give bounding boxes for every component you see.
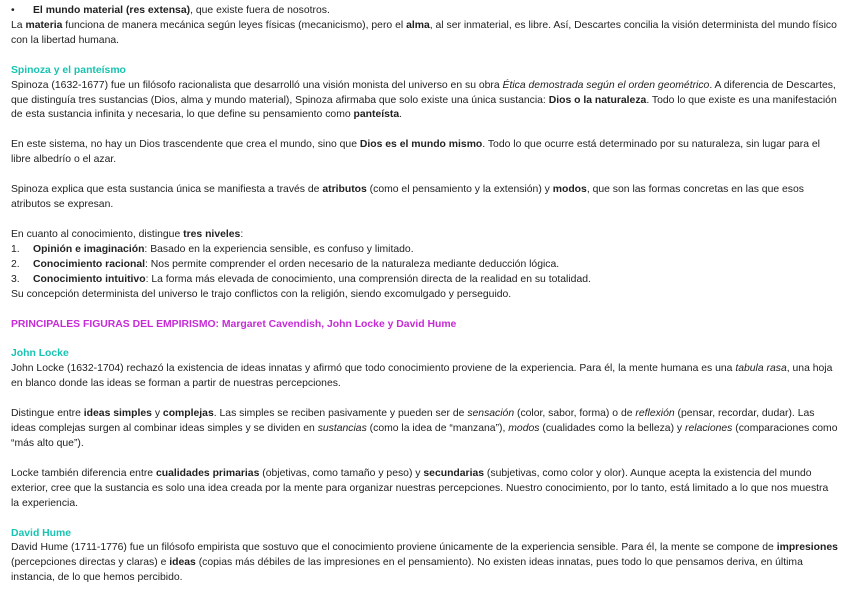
paragraph: En este sistema, no hay un Dios trascendente que crea el mundo, sino que Dios es el mundo mismo. Todo lo que ocurre está determinado por su naturaleza, sin lugar para el libre albedrío o el azar.	[11, 139, 820, 166]
paragraph: Spinoza (1632-1677) fue un filósofo racionalista que desarrolló una visión monista del universo en su obra Ética demostrada según el orden geométrico. A diferencia de Descartes, que distinguía tres sustancias (Dios, alma y mundo material), Spinoza afirmaba que solo existe una única sustancia: Dios o la naturaleza. Todo lo que existe es una manifestación de esta sustancia infinita y necesaria, lo que define su pensamiento como panteísta.	[11, 79, 837, 121]
list-number: 2.	[11, 258, 20, 270]
paragraph: Locke también diferencia entre cualidades primarias (objetivas, como tamaño y peso) y secundarias (subjetivas, como color y olor). Aunque acepta la existencia del mundo exterior, cree que la sustancia es solo una idea creada por la mente para organizar nuestras percepciones. Nuestro conocimiento, por lo tanto, está limitado a lo que nos muestra la experiencia.	[11, 467, 829, 509]
paragraph: Distingue entre ideas simples y complejas. Las simples se reciben pasivamente y pueden ser de sensación (color, sabor, forma) o de reflexión (pensar, recordar, dudar). Las ideas complejas surgen al combinar ideas simples y se dividen en sustancias (como la idea de “manzana”), modos (cualidades como la belleza) y relaciones (comparaciones como “más alto que”).	[11, 408, 838, 449]
paragraph: En cuanto al conocimiento, distingue tres niveles:	[11, 228, 244, 240]
list-item	[11, 4, 838, 19]
paragraph: La materia funciona de manera mecánica según leyes físicas (mecanicismo), pero el alma, al ser inmaterial, es libre. Así, Descartes concilia la visión determinista del mundo físico con la libertad humana.	[11, 19, 837, 46]
paragraph: Su concepción determinista del universo le trajo conflictos con la religión, siendo excomulgado y perseguido.	[11, 288, 512, 300]
section-heading-spinoza: Spinoza y el panteísmo	[11, 64, 126, 76]
bullet-marker: •	[11, 5, 15, 16]
list-number: 1.	[11, 243, 20, 255]
list-item-text: El mundo material (res extensa), que existe fuera de nosotros.	[33, 5, 330, 16]
section-heading-hume: David Hume	[11, 527, 72, 539]
paragraph: John Locke (1632-1704) rechazó la existencia de ideas innatas y afirmó que todo conocimiento proviene de la experiencia. Para él, la mente humana es una tabula rasa, una hoja en blanco donde las ideas se forman a partir de nuestras percepciones.	[11, 363, 833, 390]
list-item: 1. Opinión e imaginación: Basado en la experiencia sensible, es confuso y limitado.	[11, 243, 838, 258]
section-heading-empirismo: PRINCIPALES FIGURAS DEL EMPIRISMO: Margaret Cavendish, John Locke y David Hume	[11, 318, 457, 330]
paragraph: David Hume (1711-1776) fue un filósofo empirista que sostuvo que el conocimiento proviene únicamente de la experiencia sensible. Para él, la mente se compone de impresiones (percepciones directas y claras) e ideas (copias más débiles de las impresiones en el pensamiento). No existen ideas innatas, pues todo lo que pensamos deriva, en última instancia, de lo que hemos percibido.	[11, 542, 838, 584]
list-item: 3. Conocimiento intuitivo: La forma más elevada de conocimiento, una comprensión directa de la realidad en su totalidad.	[11, 273, 838, 288]
paragraph: Spinoza explica que esta sustancia única se manifiesta a través de atributos (como el pensamiento y la extensión) y modos, que son las formas concretas en las que esos atributos se expresan.	[11, 184, 804, 211]
section-heading-locke: John Locke	[11, 348, 69, 360]
list-item: 2. Conocimiento racional: Nos permite comprender el orden necesario de la naturaleza mediante deducción lógica.	[11, 258, 838, 273]
list-number: 3.	[11, 273, 20, 285]
